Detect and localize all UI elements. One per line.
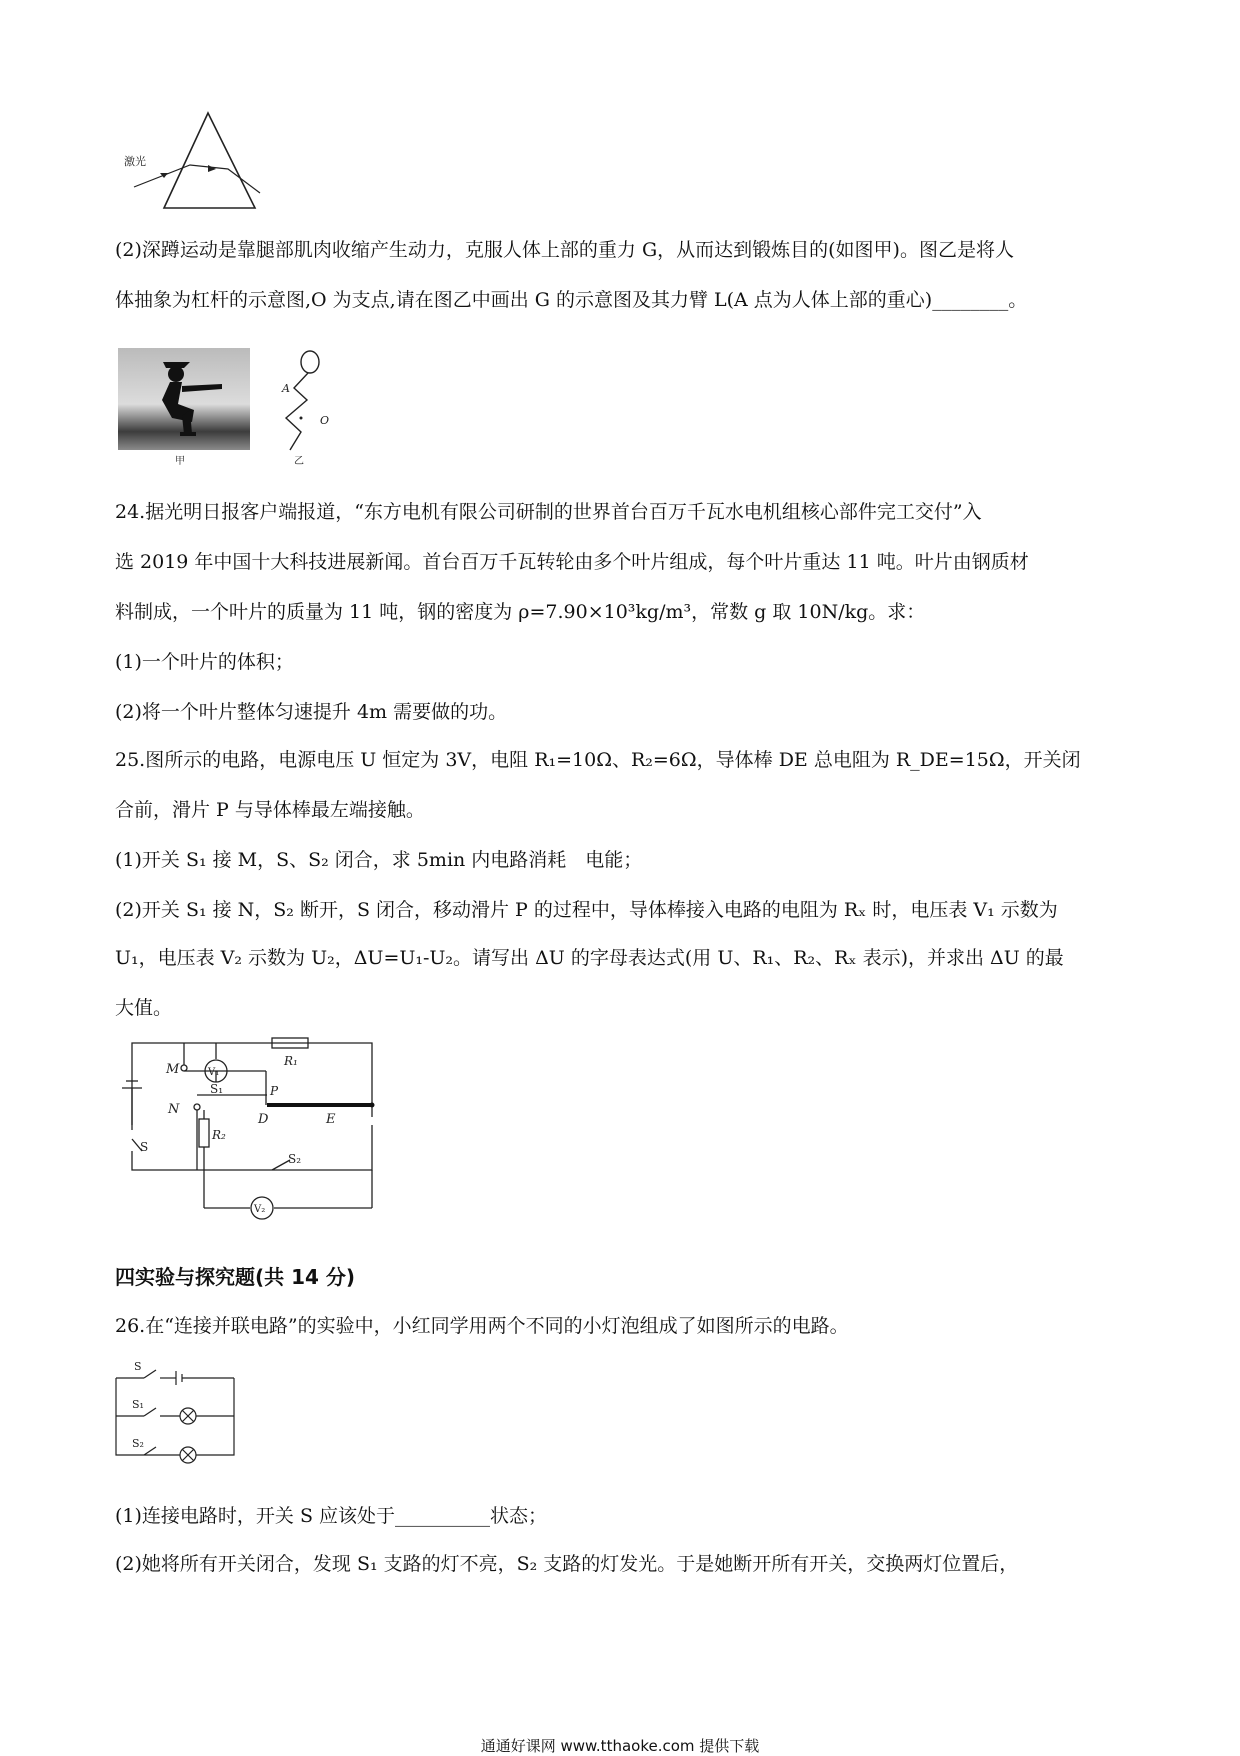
q24-line2: 选 2019 年中国十大科技进展新闻。首台百万千瓦转轮由多个叶片组成，每个叶片重达 11 吨。叶片由钢质材 [115, 551, 1029, 573]
section-4-heading: 四实验与探究题(共 14 分) [115, 1265, 356, 1289]
q26-line1: 26.在“连接并联电路”的实验中，小红同学用两个不同的小灯泡组成了如图所示的电路。 [115, 1315, 849, 1337]
svg-text:S₁: S₁ [210, 1082, 224, 1096]
squat-photo [118, 348, 250, 450]
svg-text:M: M [166, 1062, 180, 1077]
circuit-figure-q25 [112, 1035, 382, 1225]
q25-line1: 25.图所示的电路，电源电压 U 恒定为 3V，电阻 R₁=10Ω、R₂=6Ω，导体棒 DE 总电阻为 R_DE=15Ω，开关闭 [115, 749, 1081, 771]
q24-line3: 料制成，一个叶片的质量为 11 吨，钢的密度为 ρ=7.90×10³kg/m³，常数 g 取 10N/kg。求： [115, 601, 926, 623]
q25-sub2-line1: (2)开关 S₁ 接 N，S₂ 断开，S 闭合，移动滑片 P 的过程中，导体棒接入电路的电阻为 Rₓ 时，电压表 V₁ 示数为 [115, 899, 1058, 921]
svg-text:E: E [326, 1112, 336, 1127]
lever-figure [270, 348, 340, 466]
prism-laser-label: 激光 [124, 155, 146, 168]
laser-ray [134, 165, 260, 193]
q26-sub1: (1)连接电路时，开关 S 应该处于__________状态； [115, 1505, 548, 1527]
q25-sub2-line3: 大值。 [115, 997, 173, 1019]
squat-silhouette [118, 348, 250, 450]
prism-triangle [164, 113, 255, 208]
lever-label-o: O [320, 414, 330, 427]
svg-text:S₁: S₁ [132, 1398, 144, 1411]
page-footer: 通通好课网 www.tthaoke.com 提供下载 [480, 1737, 760, 1755]
svg-text:S₂: S₂ [132, 1437, 144, 1450]
q24-sub1: (1)一个叶片的体积； [115, 651, 294, 673]
ray-arrow-2 [208, 165, 216, 172]
pivot-o [300, 417, 303, 420]
q26-sub2: (2)她将所有开关闭合，发现 S₁ 支路的灯不亮，S₂ 支路的灯发光。于是她断开所有开关，交换两灯位置后， [115, 1553, 1019, 1575]
q25-line2: 合前，滑片 P 与导体棒最左端接触。 [115, 799, 425, 821]
svg-text:R₁: R₁ [284, 1054, 298, 1068]
svg-text:R₂: R₂ [212, 1128, 226, 1142]
lever-head [301, 351, 319, 373]
svg-text:P: P [270, 1084, 279, 1098]
svg-text:S: S [140, 1140, 149, 1154]
ray-arrow [160, 173, 168, 178]
lever-caption: 乙 [294, 456, 304, 466]
circuit-figure-q26 [112, 1358, 242, 1468]
squat-photo-caption [160, 450, 200, 470]
q23-part2-line1: (2)深蹲运动是靠腿部肌肉收缩产生动力，克服人体上部的重力 G，从而达到锻炼目的(如图甲)。图乙是将人 [115, 239, 1014, 261]
svg-text:N: N [168, 1102, 180, 1117]
svg-text:S₂: S₂ [288, 1152, 302, 1166]
q25-sub1: (1)开关 S₁ 接 M，S、S₂ 闭合，求 5min 内电路消耗 电能； [115, 849, 643, 871]
prism-figure [120, 105, 270, 215]
svg-text:V₂: V₂ [254, 1204, 266, 1215]
lever-label-a: A [282, 382, 290, 395]
q24-line1: 24.据光明日报客户端报道，“东方电机有限公司研制的世界首台百万千瓦水电机组核心部件完工交付”入 [115, 501, 982, 523]
q25-sub2-line2: U₁，电压表 V₂ 示数为 U₂，ΔU=U₁-U₂。请写出 ΔU 的字母表达式(用 U、R₁、R₂、Rₓ 表示)，并求出 ΔU 的最 [115, 947, 1064, 969]
q23-part2-line2: 体抽象为杠杆的示意图,O 为支点,请在图乙中画出 G 的示意图及其力臂 L(A 点为人体上部的重心)________。 [115, 289, 1028, 311]
q24-sub2: (2)将一个叶片整体匀速提升 4m 需要做的功。 [115, 701, 508, 723]
svg-text:S: S [134, 1360, 142, 1373]
svg-text:V₁: V₁ [208, 1067, 220, 1078]
svg-text:甲: 甲 [175, 456, 185, 467]
svg-text:D: D [258, 1112, 269, 1127]
